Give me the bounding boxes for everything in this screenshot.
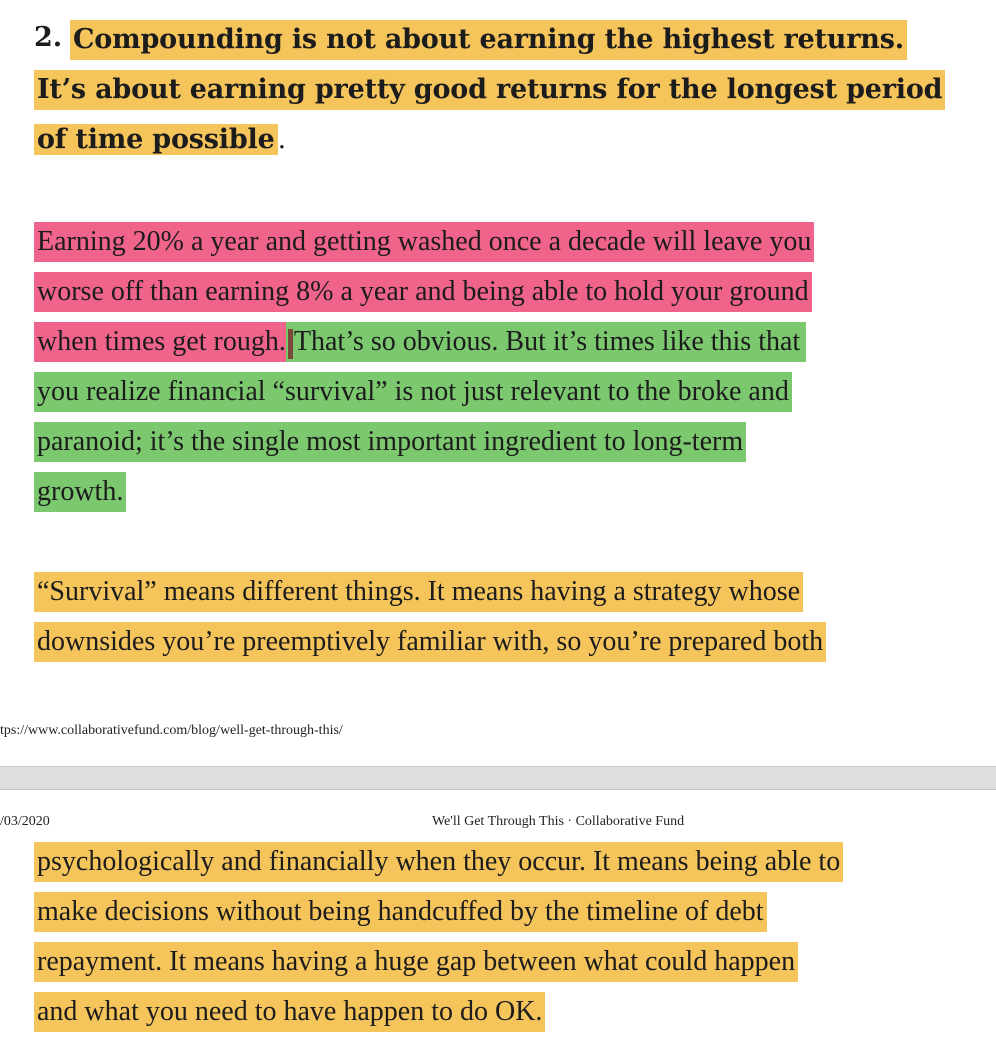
bottom-paragraph-line-4: and what you need to have happen to do OK. xyxy=(34,992,545,1032)
paragraph1-line-6: growth. xyxy=(34,472,126,512)
paragraph1-line-3 xyxy=(34,322,806,362)
page-footer-url[interactable]: tps://www.collaborativefund.com/blog/well-get-through-this/ xyxy=(0,723,343,738)
page-header-title: We'll Get Through This · Collaborative Fund xyxy=(432,814,685,829)
page-break-gap xyxy=(0,766,996,790)
page-header-date: /03/2020 xyxy=(0,814,50,829)
paragraph1-line-5: paranoid; it’s the single most important ingredient to long-term xyxy=(34,422,746,462)
text-cursor-marker xyxy=(288,329,293,359)
heading-line-3 xyxy=(34,120,286,160)
heading-line-3-period: . xyxy=(277,124,286,155)
paragraph2-line-1: “Survival” means different things. It means having a strategy whose xyxy=(34,572,803,612)
paragraph1-line-3-green-wrap xyxy=(286,322,806,362)
heading-number: 2. xyxy=(34,22,63,53)
paragraph1-line-3-pink: when times get rough. xyxy=(34,322,286,362)
bottom-paragraph-line-3: repayment. It means having a huge gap between what could happen xyxy=(34,942,798,982)
paragraph1-line-3-green: That’s so obvious. But it’s times like this that xyxy=(293,326,801,357)
bottom-paragraph-line-2: make decisions without being handcuffed by the timeline of debt xyxy=(34,892,767,932)
paragraph1-line-2: worse off than earning 8% a year and being able to hold your ground xyxy=(34,272,812,312)
paragraph1-line-4: you realize financial “survival” is not just relevant to the broke and xyxy=(34,372,792,412)
heading-line-3-text: of time possible xyxy=(34,124,278,155)
heading-line-2: It’s about earning pretty good returns for the longest period xyxy=(34,70,945,110)
bottom-paragraph-line-1: psychologically and financially when they occur. It means being able to xyxy=(34,842,843,882)
paragraph1-line-1: Earning 20% a year and getting washed once a decade will leave you xyxy=(34,222,814,262)
paragraph2-line-2: downsides you’re preemptively familiar with, so you’re prepared both xyxy=(34,622,826,662)
heading-line-1: Compounding is not about earning the highest returns. xyxy=(70,20,907,60)
